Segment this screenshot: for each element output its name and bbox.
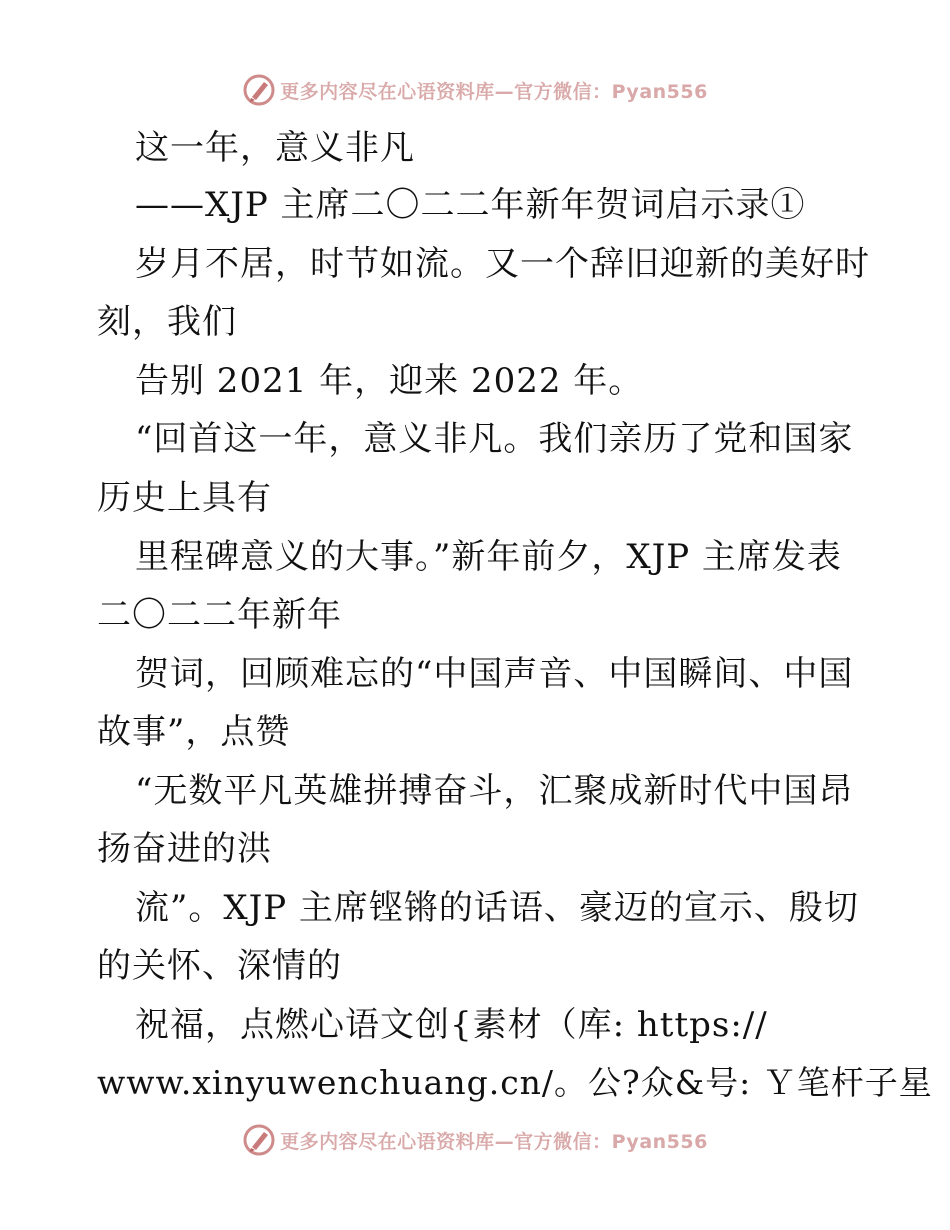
doc-line: www.xinyuwenchuang.cn/。公?众&号: Ｙ笔杆子星 [97, 1063, 933, 1102]
doc-line: 故事”，点赞 [97, 712, 291, 752]
doc-line: “无数平凡英雄拼搏奋斗，汇聚成新时代中国昂 [135, 771, 854, 811]
watermark-text: 更多内容尽在心语资料库—官方微信：Pyan556 [280, 1130, 708, 1153]
doc-line: “回首这一年，意义非凡。我们亲历了党和国家 [135, 419, 854, 459]
doc-title: 这一年，意义非凡 [135, 128, 415, 168]
footer-watermark [0, 1120, 950, 1160]
watermark-text: 更多内容尽在心语资料库—官方微信：Pyan556 [280, 80, 708, 103]
doc-line: 历史上具有 [97, 478, 272, 518]
doc-line: 祝福，点燃心语文创{素材（库: https:// [135, 1005, 768, 1045]
header-watermark [0, 70, 950, 110]
pen-logo-icon [242, 73, 276, 107]
doc-subtitle: ——XJP 主席二〇二二年新年贺词启示录① [135, 185, 806, 225]
doc-line: 二〇二二年新年 [97, 595, 342, 635]
doc-line: 的关怀、深情的 [97, 946, 342, 986]
doc-line: 贺词，回顾难忘的“中国声音、中国瞬间、中国 [135, 654, 854, 694]
doc-line: 岁月不居，时节如流。又一个辞旧迎新的美好时 [135, 244, 870, 284]
doc-line: 告别 2021 年，迎来 2022 年。 [135, 361, 644, 401]
doc-line: 里程碑意义的大事。”新年前夕，XJP 主席发表 [135, 537, 842, 577]
doc-line: 扬奋进的洪 [97, 829, 272, 869]
doc-line: 刻，我们 [97, 302, 237, 342]
doc-line: 流”。XJP 主席铿锵的话语、豪迈的宣示、殷切 [135, 888, 859, 928]
pen-logo-icon [242, 1123, 276, 1157]
